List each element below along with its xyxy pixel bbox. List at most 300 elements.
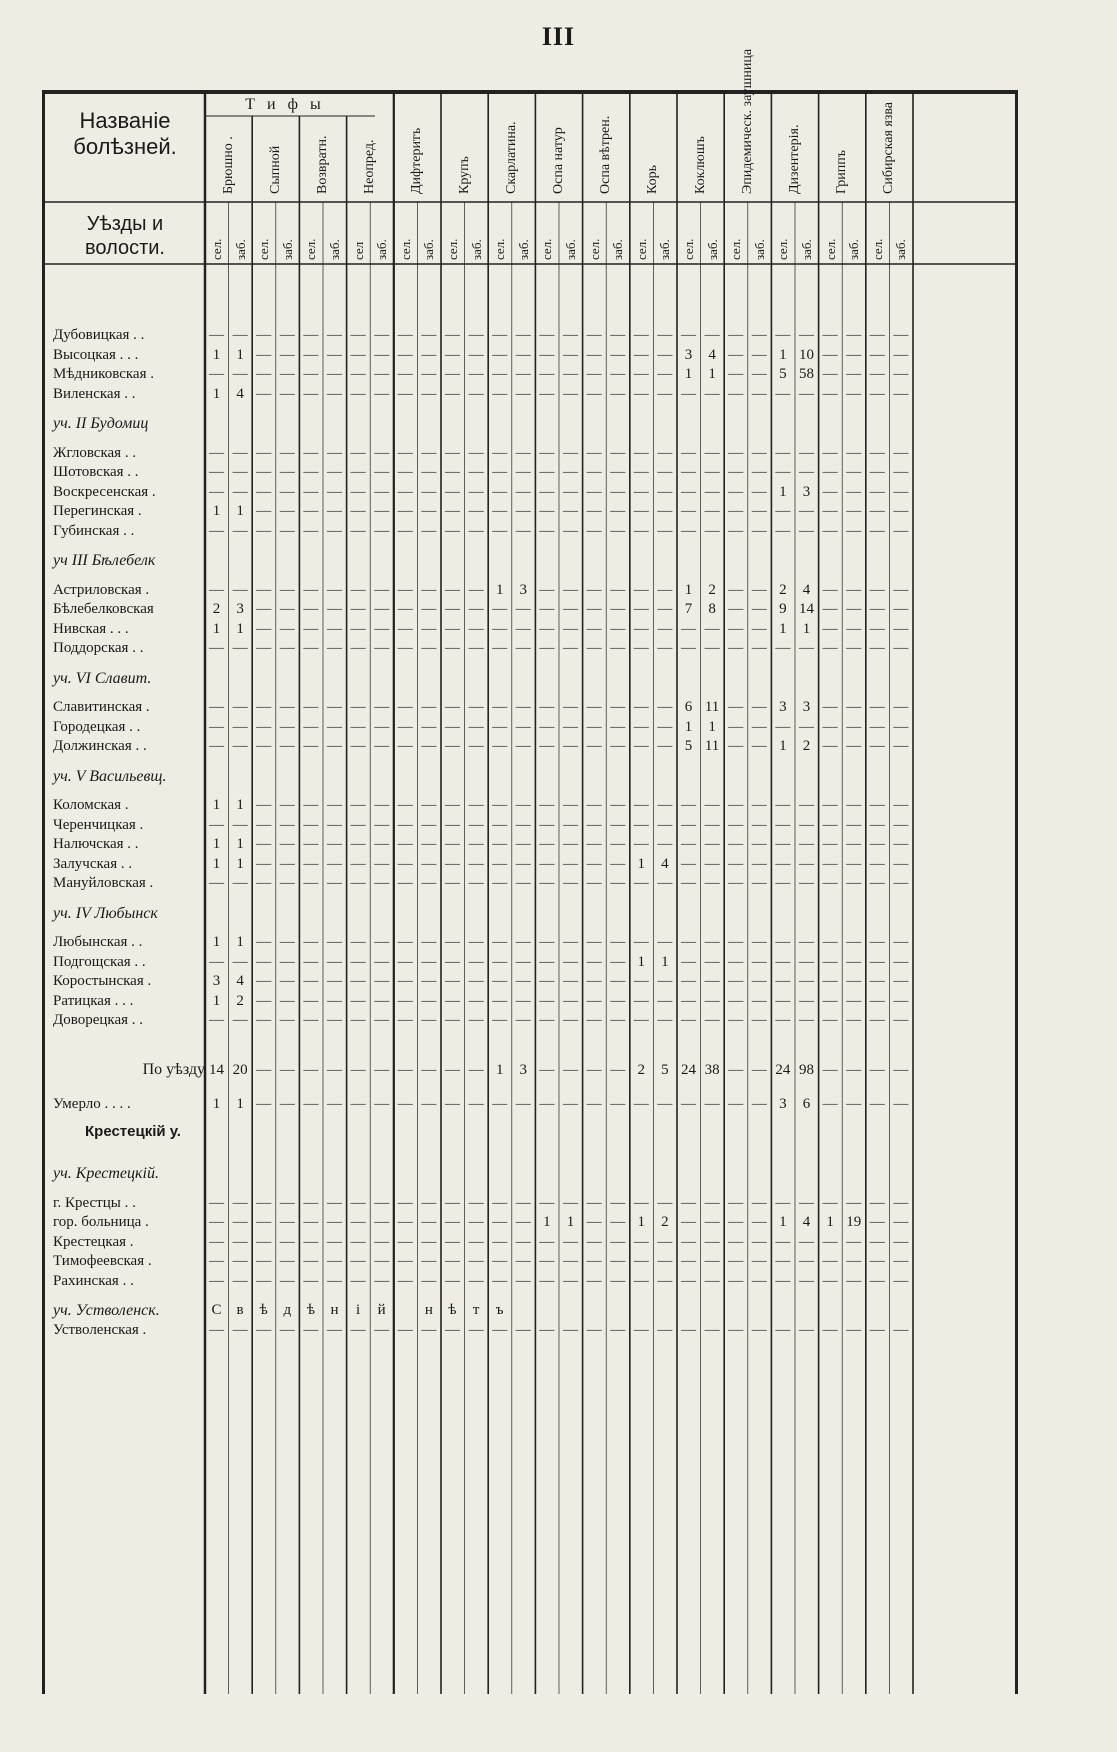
section-label: уч III Бѣлебелк [53, 552, 156, 569]
district-name: Должинская . . [53, 738, 147, 754]
empty-dash-cell: — [704, 934, 720, 950]
value-cell: 3 [802, 483, 811, 500]
empty-dash-cell: — [775, 875, 791, 891]
district-name: Поддорская . . [53, 640, 144, 656]
empty-dash-cell: — [515, 1012, 531, 1028]
empty-dash-cell: — [374, 992, 390, 1009]
empty-dash-cell: — [445, 1096, 460, 1112]
empty-dash-cell: — [397, 992, 413, 1009]
empty-dash-cell: — [397, 601, 413, 617]
empty-dash-cell: — [350, 346, 366, 363]
empty-dash-cell: — [327, 875, 342, 891]
value-cell: 1 [779, 346, 787, 363]
empty-dash-cell: — [728, 1194, 744, 1211]
empty-dash-cell: — [350, 875, 366, 891]
empty-dash-cell: — [515, 934, 531, 950]
empty-dash-cell: — [374, 973, 390, 989]
district-name: Городецкая . . [53, 718, 141, 735]
empty-dash-cell: — [681, 1096, 696, 1112]
empty-dash-cell: — [327, 1194, 342, 1211]
sub-header-sel: сел. [397, 238, 413, 260]
empty-dash-cell: — [421, 816, 437, 833]
empty-dash-cell: — [846, 640, 862, 656]
empty-dash-cell: — [445, 875, 460, 891]
empty-dash-cell: — [539, 992, 555, 1009]
empty-dash-cell: — [869, 444, 885, 461]
empty-dash-cell: — [492, 1253, 508, 1269]
empty-dash-cell: — [397, 327, 413, 343]
empty-dash-cell: — [846, 1096, 862, 1112]
empty-dash-cell: — [610, 1253, 626, 1269]
empty-dash-cell: — [515, 620, 531, 637]
empty-dash-cell: — [822, 1194, 838, 1211]
empty-dash-cell: — [397, 953, 413, 970]
empty-dash-cell: — [751, 522, 767, 539]
empty-dash-cell: — [303, 1272, 319, 1289]
empty-dash-cell: — [893, 1194, 909, 1211]
empty-dash-cell: — [893, 797, 909, 813]
value-cell: 2 [802, 738, 811, 754]
empty-dash-cell: — [445, 992, 460, 1009]
empty-dash-cell: — [704, 992, 720, 1009]
empty-dash-cell: — [728, 797, 744, 813]
empty-dash-cell: — [799, 1253, 814, 1269]
empty-dash-cell: — [822, 836, 838, 852]
empty-dash-cell: — [846, 346, 862, 363]
empty-dash-cell: — [374, 464, 390, 480]
empty-dash-cell: — [728, 640, 744, 656]
empty-dash-cell: — [303, 522, 319, 539]
empty-dash-cell: — [822, 620, 838, 637]
value-cell: 1 [212, 797, 221, 813]
empty-dash-cell: — [775, 1272, 791, 1289]
value-cell: 38 [704, 1061, 720, 1078]
empty-dash-cell: — [822, 640, 838, 656]
empty-dash-cell: — [610, 327, 626, 343]
empty-dash-cell: — [846, 797, 862, 813]
empty-dash-cell: — [374, 444, 390, 461]
empty-dash-cell: — [657, 836, 673, 852]
county-label: Крестецкій у. [85, 1122, 181, 1140]
empty-dash-cell: — [232, 1214, 248, 1230]
empty-dash-cell: — [350, 797, 366, 813]
empty-dash-cell: — [846, 738, 862, 754]
section-label: уч. VI Славит. [53, 669, 152, 687]
empty-dash-cell: — [539, 953, 555, 970]
empty-dash-cell: — [893, 620, 909, 637]
empty-dash-cell: — [728, 992, 744, 1009]
empty-dash-cell: — [232, 581, 248, 598]
empty-dash-cell: — [610, 699, 626, 715]
empty-dash-cell: — [869, 522, 885, 539]
empty-dash-cell: — [468, 1096, 484, 1112]
value-cell: 1 [236, 855, 244, 872]
value-cell: 9 [779, 601, 787, 617]
empty-dash-cell: — [681, 1194, 696, 1211]
value-cell: 1 [779, 483, 787, 500]
empty-dash-cell: — [256, 836, 272, 852]
empty-dash-cell: — [775, 503, 791, 519]
empty-dash-cell: — [704, 1321, 720, 1338]
empty-dash-cell: — [445, 327, 460, 343]
disease-header-4: Дифтеритъ [409, 127, 425, 194]
empty-dash-cell: — [209, 327, 224, 343]
empty-dash-cell: — [775, 1321, 791, 1338]
empty-dash-cell: — [657, 1272, 673, 1289]
empty-dash-cell: — [869, 503, 885, 519]
empty-dash-cell: — [209, 1233, 224, 1250]
empty-dash-cell: — [704, 1253, 720, 1269]
empty-dash-cell: — [515, 1253, 531, 1269]
empty-dash-cell: — [374, 385, 390, 402]
empty-dash-cell: — [492, 366, 508, 382]
empty-dash-cell: — [657, 1253, 673, 1269]
empty-dash-cell: — [846, 503, 862, 519]
empty-dash-cell: — [421, 1061, 437, 1078]
disease-header-12: Дизентерія. [787, 124, 802, 194]
sub-header-zab: заб. [846, 239, 862, 260]
empty-dash-cell: — [397, 464, 413, 480]
sub-header-zab: заб. [563, 239, 578, 260]
note-label: уч. Устволенск. [53, 1302, 160, 1319]
empty-dash-cell: — [681, 1253, 696, 1269]
empty-dash-cell: — [421, 1012, 437, 1028]
district-header-line2: волости. [85, 237, 165, 259]
empty-dash-cell: — [303, 855, 319, 872]
empty-dash-cell: — [256, 797, 272, 813]
empty-dash-cell: — [327, 855, 342, 872]
empty-dash-cell: — [822, 816, 838, 833]
value-cell: 14 [209, 1061, 224, 1078]
value-cell: 8 [708, 601, 716, 617]
empty-dash-cell: — [350, 464, 366, 480]
value-cell: 10 [799, 346, 814, 363]
empty-dash-cell: — [374, 1194, 390, 1211]
empty-dash-cell: — [799, 1194, 814, 1211]
empty-dash-cell: — [657, 1012, 673, 1028]
empty-dash-cell: — [256, 1253, 272, 1269]
empty-dash-cell: — [799, 1321, 814, 1338]
empty-dash-cell: — [256, 620, 272, 637]
empty-dash-cell: — [327, 953, 342, 970]
empty-dash-cell: — [397, 718, 413, 735]
empty-dash-cell: — [869, 620, 885, 637]
empty-dash-cell: — [303, 1321, 319, 1338]
empty-dash-cell: — [610, 503, 626, 519]
value-cell: 4 [236, 385, 244, 402]
empty-dash-cell: — [279, 327, 295, 343]
empty-dash-cell: — [303, 503, 319, 519]
empty-dash-cell: — [728, 620, 744, 637]
district-name: Любынская . . [53, 934, 143, 950]
empty-dash-cell: — [232, 522, 248, 539]
empty-dash-cell: — [256, 1012, 272, 1028]
empty-dash-cell: — [704, 522, 720, 539]
empty-dash-cell: — [279, 581, 295, 598]
empty-dash-cell: — [657, 1233, 673, 1250]
empty-dash-cell: — [704, 953, 720, 970]
empty-dash-cell: — [610, 601, 626, 617]
sub-header-sel: сел. [822, 238, 838, 260]
empty-dash-cell: — [893, 934, 909, 950]
empty-dash-cell: — [350, 1321, 366, 1338]
empty-dash-cell: — [350, 366, 366, 382]
empty-dash-cell: — [303, 816, 319, 833]
disease-header-6: Скарлатина. [503, 121, 519, 194]
empty-dash-cell: — [751, 992, 767, 1009]
empty-dash-cell: — [397, 1096, 413, 1112]
empty-dash-cell: — [492, 444, 508, 461]
empty-dash-cell: — [374, 581, 390, 598]
empty-dash-cell: — [846, 483, 862, 500]
empty-dash-cell: — [586, 444, 602, 461]
empty-dash-cell: — [822, 1096, 838, 1112]
empty-dash-cell: — [397, 836, 413, 852]
empty-dash-cell: — [374, 327, 390, 343]
empty-dash-cell: — [751, 620, 767, 637]
empty-dash-cell: — [468, 816, 484, 833]
empty-dash-cell: — [327, 522, 342, 539]
empty-dash-cell: — [303, 738, 319, 754]
sub-header-sel: сел. [728, 238, 744, 260]
empty-dash-cell: — [610, 855, 626, 872]
district-name: Рахинская . . [53, 1272, 134, 1289]
empty-dash-cell: — [397, 1194, 413, 1211]
empty-dash-cell: — [374, 1012, 390, 1028]
empty-dash-cell: — [209, 1012, 224, 1028]
empty-dash-cell: — [893, 1272, 909, 1289]
empty-dash-cell: — [704, 1012, 720, 1028]
empty-dash-cell: — [586, 1233, 602, 1250]
empty-dash-cell: — [728, 503, 744, 519]
empty-dash-cell: — [633, 816, 649, 833]
empty-dash-cell: — [822, 1253, 838, 1269]
empty-dash-cell: — [657, 366, 673, 382]
empty-dash-cell: — [704, 640, 720, 656]
empty-dash-cell: — [303, 366, 319, 382]
empty-dash-cell: — [893, 816, 909, 833]
empty-dash-cell: — [539, 385, 555, 402]
value-cell: 24 [681, 1061, 696, 1078]
empty-dash-cell: — [397, 1012, 413, 1028]
empty-dash-cell: — [327, 1096, 342, 1112]
empty-dash-cell: — [869, 1096, 885, 1112]
empty-dash-cell: — [279, 601, 295, 617]
empty-dash-cell: — [799, 953, 814, 970]
district-name: Перегинская . [53, 503, 142, 519]
note-letter: д [283, 1302, 292, 1318]
empty-dash-cell: — [633, 1253, 649, 1269]
empty-dash-cell: — [775, 934, 791, 950]
empty-dash-cell: — [610, 836, 626, 852]
empty-dash-cell: — [397, 738, 413, 754]
empty-dash-cell: — [303, 327, 319, 343]
value-cell: 3 [519, 1061, 528, 1078]
empty-dash-cell: — [869, 366, 885, 382]
empty-dash-cell: — [374, 953, 390, 970]
value-cell: 3 [779, 1096, 787, 1112]
empty-dash-cell: — [893, 640, 909, 656]
empty-dash-cell: — [421, 934, 437, 950]
empty-dash-cell: — [515, 601, 531, 617]
empty-dash-cell: — [327, 503, 342, 519]
empty-dash-cell: — [586, 1253, 602, 1269]
empty-dash-cell: — [751, 385, 767, 402]
empty-dash-cell: — [421, 1321, 437, 1338]
empty-dash-cell: — [421, 620, 437, 637]
empty-dash-cell: — [657, 346, 673, 363]
empty-dash-cell: — [846, 875, 862, 891]
value-cell: 1 [236, 346, 244, 363]
district-name: гор. больница . [53, 1214, 149, 1230]
empty-dash-cell: — [256, 522, 272, 539]
empty-dash-cell: — [468, 797, 484, 813]
empty-dash-cell: — [209, 816, 224, 833]
empty-dash-cell: — [256, 366, 272, 382]
empty-dash-cell: — [279, 1233, 295, 1250]
value-cell: 4 [661, 855, 669, 872]
empty-dash-cell: — [822, 503, 838, 519]
empty-dash-cell: — [256, 1233, 272, 1250]
empty-dash-cell: — [515, 1272, 531, 1289]
statistics-table [42, 48, 1018, 1694]
empty-dash-cell: — [563, 483, 578, 500]
empty-dash-cell: — [350, 620, 366, 637]
empty-dash-cell: — [492, 346, 508, 363]
empty-dash-cell: — [657, 620, 673, 637]
empty-dash-cell: — [421, 366, 437, 382]
value-cell: 11 [704, 738, 720, 754]
empty-dash-cell: — [751, 1321, 767, 1338]
empty-dash-cell: — [279, 366, 295, 382]
empty-dash-cell: — [846, 718, 862, 735]
empty-dash-cell: — [539, 620, 555, 637]
empty-dash-cell: — [374, 699, 390, 715]
empty-dash-cell: — [751, 1012, 767, 1028]
empty-dash-cell: — [610, 366, 626, 382]
empty-dash-cell: — [492, 855, 508, 872]
empty-dash-cell: — [893, 738, 909, 754]
empty-dash-cell: — [350, 1096, 366, 1112]
empty-dash-cell: — [279, 836, 295, 852]
empty-dash-cell: — [374, 620, 390, 637]
empty-dash-cell: — [728, 444, 744, 461]
empty-dash-cell: — [279, 385, 295, 402]
empty-dash-cell: — [492, 699, 508, 715]
empty-dash-cell: — [350, 1253, 366, 1269]
empty-dash-cell: — [728, 522, 744, 539]
empty-dash-cell: — [445, 385, 460, 402]
value-cell: 1 [212, 855, 221, 872]
empty-dash-cell: — [681, 953, 696, 970]
empty-dash-cell: — [822, 797, 838, 813]
empty-dash-cell: — [256, 973, 272, 989]
empty-dash-cell: — [822, 1321, 838, 1338]
district-name: Высоцкая . . . [53, 346, 139, 363]
empty-dash-cell: — [232, 366, 248, 382]
sub-header-sel: сел [350, 241, 366, 260]
empty-dash-cell: — [775, 953, 791, 970]
empty-dash-cell: — [586, 1096, 602, 1112]
empty-dash-cell: — [751, 973, 767, 989]
empty-dash-cell: — [869, 738, 885, 754]
empty-dash-cell: — [374, 738, 390, 754]
empty-dash-cell: — [586, 1272, 602, 1289]
empty-dash-cell: — [539, 797, 555, 813]
empty-dash-cell: — [492, 327, 508, 343]
empty-dash-cell: — [421, 1096, 437, 1112]
empty-dash-cell: — [327, 1253, 342, 1269]
empty-dash-cell: — [303, 483, 319, 500]
empty-dash-cell: — [421, 640, 437, 656]
empty-dash-cell: — [492, 1096, 508, 1112]
empty-dash-cell: — [445, 503, 460, 519]
empty-dash-cell: — [515, 1321, 531, 1338]
empty-dash-cell: — [468, 483, 484, 500]
empty-dash-cell: — [492, 1272, 508, 1289]
section-label: уч. Крестецкій. [53, 1165, 159, 1182]
empty-dash-cell: — [563, 1272, 578, 1289]
empty-dash-cell: — [751, 444, 767, 461]
empty-dash-cell: — [633, 503, 649, 519]
empty-dash-cell: — [468, 718, 484, 735]
empty-dash-cell: — [610, 1096, 626, 1112]
empty-dash-cell: — [303, 797, 319, 813]
empty-dash-cell: — [563, 522, 578, 539]
empty-dash-cell: — [822, 953, 838, 970]
value-cell: 1 [212, 503, 221, 519]
empty-dash-cell: — [279, 522, 295, 539]
district-name: Тимофеевская . [53, 1253, 152, 1269]
empty-dash-cell: — [256, 346, 272, 363]
empty-dash-cell: — [232, 640, 248, 656]
empty-dash-cell: — [256, 1096, 272, 1112]
empty-dash-cell: — [209, 875, 224, 891]
empty-dash-cell: — [279, 1061, 295, 1078]
empty-dash-cell: — [256, 1272, 272, 1289]
empty-dash-cell: — [515, 699, 531, 715]
empty-dash-cell: — [893, 992, 909, 1009]
empty-dash-cell: — [869, 855, 885, 872]
empty-dash-cell: — [681, 1012, 696, 1028]
value-cell: 5 [684, 738, 693, 754]
sub-header-sel: сел. [445, 238, 460, 260]
value-cell: 1 [684, 366, 693, 382]
empty-dash-cell: — [303, 953, 319, 970]
disease-header-7: Оспа натур [551, 127, 566, 194]
empty-dash-cell: — [610, 1214, 626, 1230]
empty-dash-cell: — [492, 640, 508, 656]
empty-dash-cell: — [846, 1061, 862, 1078]
empty-dash-cell: — [374, 366, 390, 382]
empty-dash-cell: — [279, 953, 295, 970]
empty-dash-cell: — [492, 875, 508, 891]
empty-dash-cell: — [728, 1272, 744, 1289]
empty-dash-cell: — [893, 718, 909, 735]
empty-dash-cell: — [256, 738, 272, 754]
empty-dash-cell: — [563, 366, 578, 382]
empty-dash-cell: — [279, 503, 295, 519]
empty-dash-cell: — [350, 855, 366, 872]
empty-dash-cell: — [539, 464, 555, 480]
empty-dash-cell: — [232, 816, 248, 833]
empty-dash-cell: — [515, 1194, 531, 1211]
empty-dash-cell: — [421, 1233, 437, 1250]
empty-dash-cell: — [279, 973, 295, 989]
empty-dash-cell: — [633, 718, 649, 735]
empty-dash-cell: — [869, 327, 885, 343]
empty-dash-cell: — [704, 797, 720, 813]
